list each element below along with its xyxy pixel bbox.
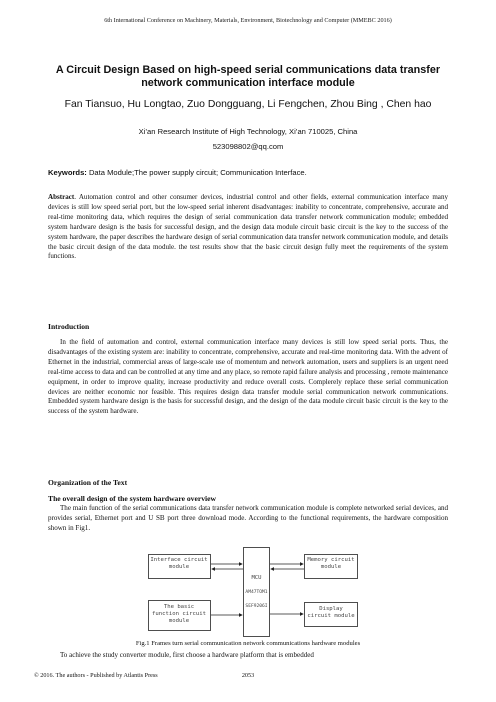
abstract-text: . Automation control and other consumer devices, industrial control and other fields, external communication interface many devices is still low speed serial port, but the low-speed serial inherent disadvantages: inability to concentrate, comprehensive, accurate and real-time monitoring data, which requires the design of serial communication data transfer network communication module; embedded system hardware design is the basis for successful design, and the design data module circuit basic circuit is the key to the success of the system hardware, the paper describes the hardware design of serial communication data transfer network communication module, and details the basic circuit design of the data module. the test results show that the basic circuit design fully meet the requirements of the system functions. [48,193,448,261]
mcu-part-2: SEF9206I [245,604,268,609]
basic-label: The basic function circuit module [152,604,206,624]
figure-caption: Fig.1 Frames turn serial communication network communications hardware modules [135,640,361,647]
overall-design-heading: The overall design of the system hardware overview [48,494,216,503]
copyright: © 2016. The authors - Published by Atlantis Press [34,672,158,679]
mcu-label: MCU [251,575,262,581]
mcu-part-1: AM47TOM1 [245,590,268,595]
memory-label: Memory circuit module [307,557,355,570]
running-head: 6th International Conference on Machinery, Materials, Environment, Biotechnology and Computer (MMEBC 2016) [104,17,392,24]
introduction-heading: Introduction [48,322,90,331]
authors: Fan Tiansuo, Hu Longtao, Zuo Dongguang, Li Fengchen, Zhou Bing , Chen hao [64,99,432,110]
overall-design-text: The main function of the serial communications data transfer network communication module is complete networked serial devices, and provides serial, Ethernet port and U SB port three download mode. According to the functional requirements, the hardware composition shown in Fig1. [48,504,448,532]
abstract-label: Abstract [48,193,75,201]
organization-heading: Organization of the Text [48,478,128,487]
keywords-text: Data Module;The power supply circuit; Communication Interface. [86,168,307,177]
keywords [48,168,448,177]
introduction-text: In the field of automation and control, external communication interface many devices is still low speed serial ports. Thus, the disadvantages of the existing system are: inability to concentrate, comprehensive, accurate and real-time monitoring data. With the advent of Ethernet in the industrial, commercial areas of large-scale use of momentum and network automation, users and suppliers is an urgent need real-time access to data and can be controlled at any time and any place, so remote rapid failure analysis and processing , remote maintenance equipment, in order to improve quality, increase productivity and reduce overall costs. Complerely replace these serial communication devices are neither economic nor feasible. This requires design data transfer module serial communication network communications. Embedded system hardware design is the basis for successful design, and the design of the data module circuit basic circuit is the key to the success of the system hardware. [48,338,448,416]
interface-label: Interface circuit module [150,557,208,570]
hardware-diagram [148,547,358,637]
paper-title: A Circuit Design Based on high-speed serial communications data transfer network communication interface module [55,64,441,89]
affiliation: Xi’an Research Institute of High Technology, Xi’an 710025, China [138,127,358,136]
keywords-label: Keywords: [48,168,87,177]
abstract [48,193,448,262]
email: 523098802@qq.com [212,142,284,151]
closing-paragraph: To achieve the study converter module, first choose a hardware platform that is embedded [60,651,314,659]
page-number: 2053 [241,672,255,679]
display-label: Display circuit module [307,606,355,619]
